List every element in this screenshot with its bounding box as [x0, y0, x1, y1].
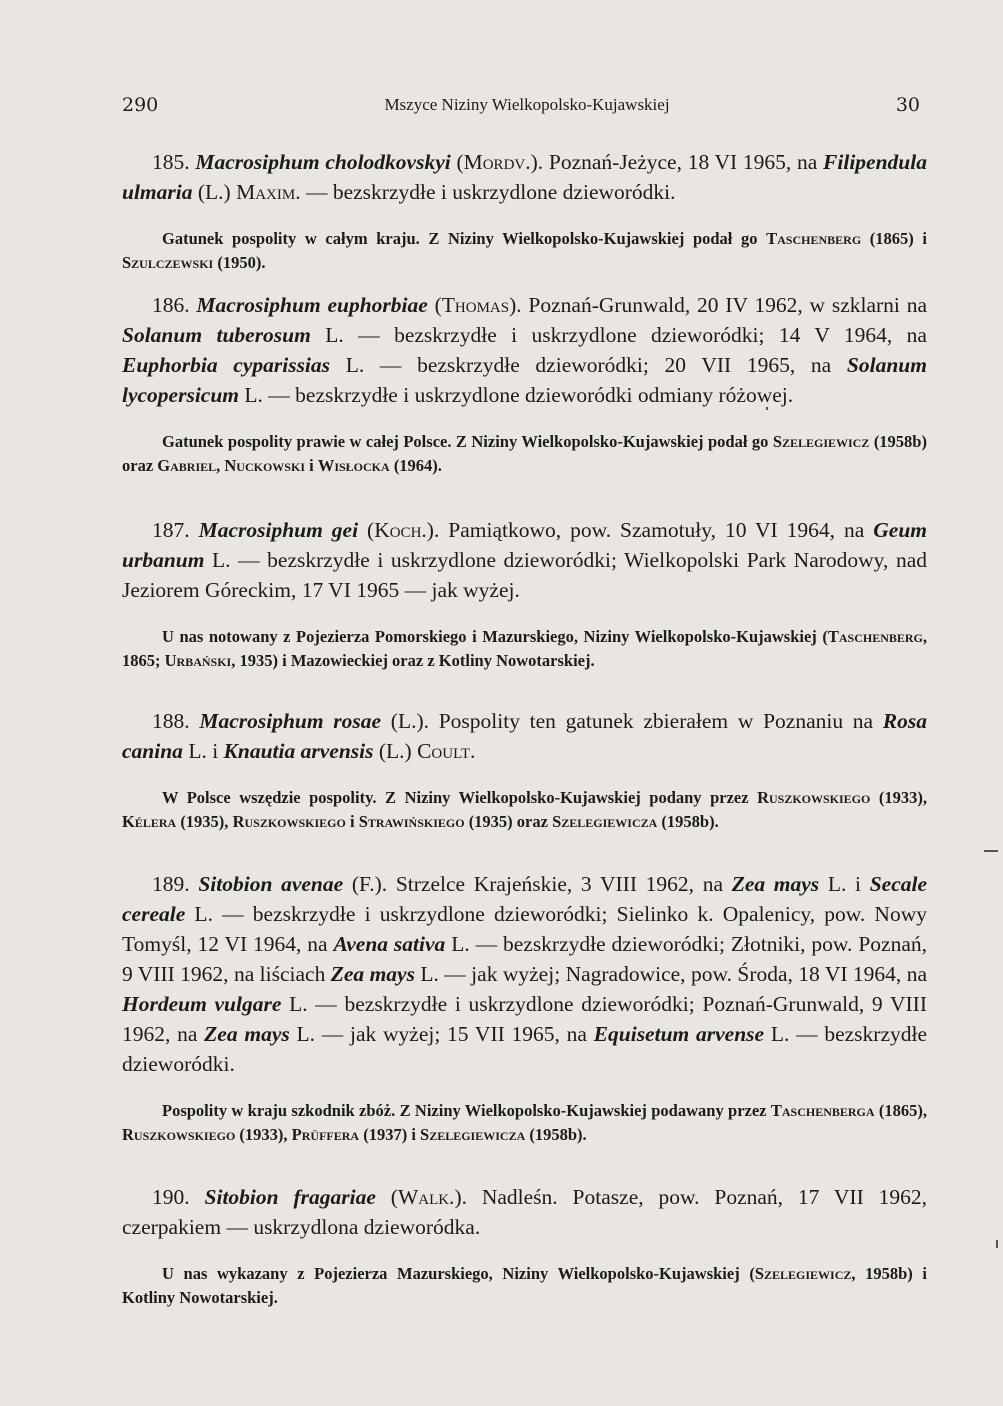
entry-text: 189. Sitobion avenae (F.). Strzelce Krajeńskie, 3 VIII 1962, na Zea mays L. i Secale cereale L. — bezskrzydłe i uskrzydlone dzieworódki; Sielinko k. Opalenicy, pow. Nowy Tomyśl, 12 VI 1964, na Avena sativa L. — bezskrzydłe dzieworódki; Złotniki, pow. Poznań, 9 VIII 1962, na liściach Zea mays L. — jak wyżej; Nagradowice, pow. Środa, 18 VI 1964, na Hordeum vulgare L. — bezskrzydłe i uskrzydlone dzieworódki; Poznań-Grunwald, 9 VIII 1962, na Zea mays L. — jak wyżej; 15 VII 1965, na Equisetum arvense L. — bezskrzydłe dzieworódki. [122, 872, 928, 1076]
entry-note: U nas notowany z Pojezierza Pomorskiego i Mazurskiego, Niziny Wielkopolsko-Kujawskiej (Taschenberg, 1865; Urbański, 1935) i Mazowieckiej oraz z Kotliny Nowotarskiej. [122, 627, 927, 670]
cited-author: Taschenberg [827, 627, 923, 646]
cited-author: Szelegiewicza [552, 812, 658, 831]
cited-author: Wisłocka [317, 456, 390, 475]
author-name: Walk. [397, 1185, 455, 1209]
host-plant: Zea mays [204, 1022, 290, 1046]
species-name: Macrosiphum rosae [199, 709, 382, 733]
cited-author: Urbański [164, 651, 232, 670]
entry-note: W Polsce wszędzie pospolity. Z Niziny Wielkopolsko-Kujawskiej podany przez Ruszkowskiego (1933), Kélera (1935), Ruszkowskiego i Strawińskiego (1935) oraz Szelegiewicza (1958b). [122, 788, 927, 831]
entry-186 [122, 290, 927, 478]
cited-author: Szelegiewicz [772, 432, 870, 451]
cited-author: Gabriel [157, 456, 217, 475]
running-title: Mszyce Niziny Wielkopolsko-Kujawskiej [384, 95, 670, 114]
host-plant: Zea mays [731, 872, 820, 896]
entry-188 [122, 706, 927, 834]
cited-author: Prüffera [291, 1125, 360, 1144]
entry-text: 187. Macrosiphum gei (Koch.). Pamiątkowo, pow. Szamotuły, 10 VI 1964, na Geum urbanum L. — bezskrzydłe i uskrzydlone dzieworódki; Wielkopolski Park Narodowy, nad Jeziorem Góreckim, 17 VI 1965 — jak wyżej. [122, 518, 928, 602]
host-plant: Hordeum vulgare [122, 992, 282, 1016]
host-plant: Secale cereale [122, 872, 928, 926]
host-plant: Knautia arvensis [223, 739, 374, 763]
scan-mark [984, 850, 998, 852]
entry-190 [122, 1182, 927, 1310]
cited-author: Taschenberg [766, 229, 862, 248]
species-name: Macrosiphum gei [198, 518, 359, 542]
cited-author: Strawińskiego [358, 812, 465, 831]
page-number: 290 [122, 94, 159, 116]
entry-number: 187. [152, 518, 190, 542]
cited-author: Szelegiewicza [420, 1125, 526, 1144]
cited-author: Taschenberga [770, 1101, 875, 1120]
host-plant: Solanum lycopersicum [122, 353, 927, 407]
entry-number: 185. [152, 150, 190, 174]
host-plant: Zea mays [330, 962, 415, 986]
author-name: Koch. [374, 518, 427, 542]
host-plant: Filipendula ulmaria [122, 150, 927, 204]
entry-number: 189. [152, 872, 190, 896]
cited-author: Nuckowski [224, 456, 305, 475]
author-name: Maxim. [236, 180, 301, 204]
scan-mark [996, 1240, 998, 1248]
species-name: Macrosiphum euphorbiae [196, 293, 428, 317]
cited-author: Kélera [122, 812, 177, 831]
entry-number: 190. [152, 1185, 190, 1209]
entry-number: 188. [152, 709, 190, 733]
entry-185 [122, 147, 927, 275]
author-name: Mordv. [463, 150, 531, 174]
author-name: Coult. [417, 739, 476, 763]
species-name: Sitobion fragariae [204, 1185, 376, 1209]
species-name: Sitobion avenae [198, 872, 344, 896]
host-plant: Equisetum arvense [593, 1022, 765, 1046]
entry-note: U nas wykazany z Pojezierza Mazurskiego, Niziny Wielkopolsko-Kujawskiej (Szelegiewicz, 1958b) i Kotliny Nowotarskiej. [122, 1264, 927, 1307]
cited-author: Ruszkowskiego [122, 1125, 236, 1144]
entry-187 [122, 515, 927, 673]
scan-mark [766, 407, 768, 410]
host-plant: Avena sativa [333, 932, 446, 956]
cited-author: Szulczewski [122, 253, 214, 272]
entry-number: 186. [152, 293, 190, 317]
host-plant: Rosa canina [122, 709, 928, 763]
entry-text: 186. Macrosiphum euphorbiae (Thomas). Poznań-Grunwald, 20 IV 1962, w szklarni na Solanum tuberosum L. — bezskrzydłe i uskrzydlone dzieworódki; 14 V 1964, na Euphorbia cyparissias L. — bezskrzydłe dzieworódki; 20 VII 1965, na Solanum lycopersicum L. — bezskrzydłe i uskrzydlone dzieworódki odmiany różowej. [122, 293, 927, 407]
entry-189 [122, 869, 927, 1147]
species-name: Macrosiphum cholodkovskyi [195, 150, 451, 174]
page-header [122, 94, 932, 118]
entry-text: 188. Macrosiphum rosae (L.). Pospolity ten gatunek zbierałem w Poznaniu na Rosa canina L. i Knautia arvensis (L.) Coult. [122, 709, 928, 763]
entry-text: 190. Sitobion fragariae (Walk.). Nadleśn. Potasze, pow. Poznań, 17 VII 1962, czerpakiem — uskrzydlona dzieworódka. [122, 1185, 928, 1239]
host-plant: Euphorbia cyparissias [122, 353, 331, 377]
cited-author: Ruszkowskiego [232, 812, 346, 831]
entry-note: Gatunek pospolity prawie w całej Polsce. Z Niziny Wielkopolsko-Kujawskiej podał go Szelegiewicz (1958b) oraz Gabriel, Nuckowski i Wisłocka (1964). [122, 432, 927, 475]
cited-author: Szelegiewicz [754, 1264, 852, 1283]
host-plant: Solanum tuberosum [122, 323, 311, 347]
cited-author: Ruszkowskiego [757, 788, 871, 807]
entry-text: 185. Macrosiphum cholodkovskyi (Mordv.). Poznań-Jeżyce, 18 VI 1965, na Filipendula ulmaria (L.) Maxim. — bezskrzydłe i uskrzydlone dzieworódki. [122, 150, 927, 204]
host-plant: Geum urbanum [122, 518, 928, 572]
author-name: Thomas [441, 293, 510, 317]
section-number: 30 [895, 94, 920, 116]
entry-note: Gatunek pospolity w całym kraju. Z Niziny Wielkopolsko-Kujawskiej podał go Taschenberg (1865) i Szulczewski (1950). [122, 229, 928, 272]
entry-note: Pospolity w kraju szkodnik zbóż. Z Niziny Wielkopolsko-Kujawskiej podawany przez Taschenberga (1865), Ruszkowskiego (1933), Prüffera (1937) i Szelegiewicza (1958b). [122, 1101, 927, 1144]
